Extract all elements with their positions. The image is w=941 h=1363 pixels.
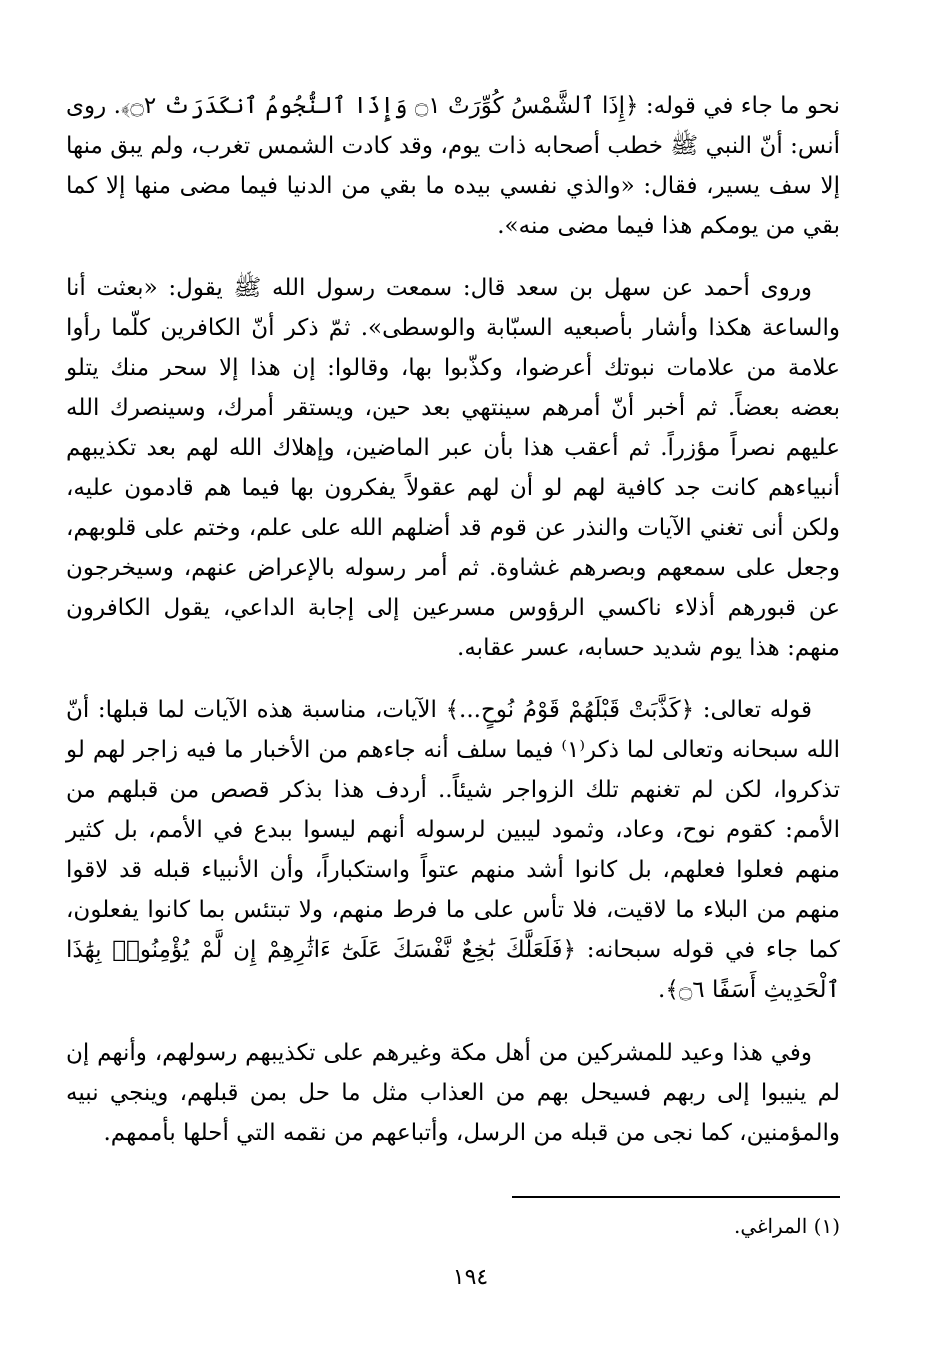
footnote-divider (512, 1196, 840, 1198)
paragraph-text: نحو ما جاء في قوله: ﴿إِذَا ٱلشَّمْسُ كُوِّرَتْ ۝١ وَإِذَا ٱلنُّجُومُ ٱنكَدَرَتْ ۝٢﴾. روى أنس: أنّ النبي ﷺ خطب أصحابه ذات يوم، وقد كادت الشمس تغرب، ولم يبق منها إلا سف يسير، فقال: «والذي نفسي بيده ما بقي من الدنيا فيما مضى منها إلا كما بقي من يومكم هذا فيما مضى منه». (66, 93, 840, 239)
paragraph-text: وروى أحمد عن سهل بن سعد قال: سمعت رسول الله ﷺ يقول: «بعثت أنا والساعة هكذا وأشار بأصبعيه السبّابة والوسطى». ثمّ ذكر أنّ الكافرين كلّما رأوا علامة من علامات نبوتك أعرضوا، وكذّبوا بها، وقالوا: إن هذا إلا سحر منك يتلو بعضه بعضاً. ثم أخبر أنّ أمرهم سينتهي بعد حين، ويستقر أمرك، وسينصرك الله عليهم نصراً مؤزراً. ثم أعقب هذا بأن عبر الماضين، وإهلاك الله لهم بعد تكذيبهم أنبياءهم كانت جد كافية لهم لو أن لهم عقولاً يفكرون بها فيما هم قادمون عليه، ولكن أنى تغني الآيات والنذر عن قوم قد أضلهم الله على علم، وختم على قلوبهم، وجعل على سمعهم وبصرهم غشاوة. ثم أمر رسوله بالإعراض عنهم، وسيخرجون عن قبورهم أذلاء ناكسي الرؤوس مسرعين إلى إجابة الداعي، يقول الكافرون منهم: هذا يوم شديد حسابه، عسر عقابه. (66, 275, 840, 661)
footnote: (١) المراغي. (733, 1214, 840, 1238)
page-number: ١٩٤ (452, 1265, 489, 1290)
paragraph-text: وفي هذا وعيد للمشركين من أهل مكة وغيرهم على تكذيبهم رسولهم، وأنهم إن لم ينيبوا إلى ربهم فسيحل بهم من العذاب مثل ما حل بمن قبلهم، وينجي نبيه والمؤمنين، كما نجى من قبله من الرسل، وأتباعهم من نقمه التي أحلها بأممهم. (66, 1040, 840, 1146)
body-paragraph-3 (66, 690, 840, 1010)
body-paragraph-2 (66, 268, 840, 668)
paragraph-text: قوله تعالى: ﴿كَذَّبَتْ قَبْلَهُمْ قَوْمُ نُوحٍ...﴾ الآيات، مناسبة هذه الآيات لما قبلها: أنّ الله سبحانه وتعالى لما ذكر⁽١⁾ فيما سلف أنه جاءهم من الأخبار ما فيه زاجر لهم لو تذكروا، لكن لم تغنهم تلك الزواجر شيئاً.. أردف هذا بذكر قصص من قبلهم من الأمم: كقوم نوح، وعاد، وثمود ليبين لرسوله أنهم ليسوا ببدع في الأمم، بل كثير منهم فعلوا فعلهم، بل كانوا أشد منهم عتواً واستكباراً، وأن الأنبياء قبله قد لاقوا منهم من البلاء ما لاقيت، فلا تأس على ما فرط منهم، ولا تبتئس بما كانوا يفعلون، كما جاء في قوله سبحانه: ﴿فَلَعَلَّكَ بَٰخِعٌ نَّفْسَكَ عَلَىٰٓ ءَاثَٰرِهِمْ إِن لَّمْ يُؤْمِنُوا۟ بِهَٰذَا ٱلْحَدِيثِ أَسَفًا ۝٦﴾. (66, 697, 840, 1003)
body-paragraph-1 (66, 86, 840, 246)
body-paragraph-4 (66, 1033, 840, 1153)
